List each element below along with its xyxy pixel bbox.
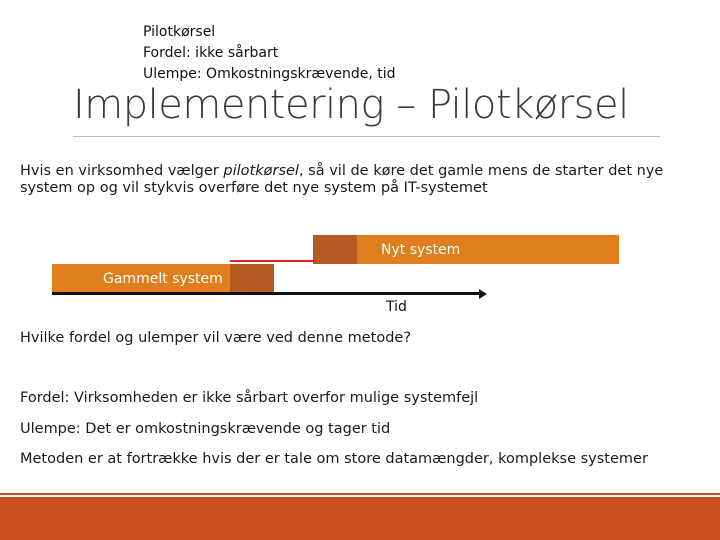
footer-band	[0, 497, 720, 540]
note-line-2: Fordel: ikke sårbart	[143, 45, 279, 61]
time-label: Tid	[386, 299, 407, 315]
new-system-label: Nyt system	[381, 242, 461, 258]
footer-rule	[0, 493, 720, 495]
intro-emphasis: pilotkørsel	[223, 163, 299, 179]
intro-text	[20, 163, 700, 197]
disadvantage-label: Ulempe:	[20, 421, 81, 437]
advantage-label: Fordel:	[20, 390, 70, 406]
disadvantage-text	[20, 421, 390, 437]
intro-after: , så vil de køre det gamle mens de starter det nye system op og vil stykvis overføre det nye system på IT-systemet	[20, 163, 664, 196]
new-system-overlap-block	[313, 235, 357, 264]
method-text: Metoden er at fortrække hvis der er tale om store datamængder, komplekse systemer	[20, 451, 648, 467]
note-line-1: Pilotkørsel	[143, 24, 216, 40]
advantage-body: Virksomheden er ikke sårbart overfor mulige systemfejl	[69, 390, 479, 406]
old-system-label: Gammelt system	[103, 271, 223, 287]
title-divider	[73, 136, 660, 137]
old-system-overlap-block	[230, 264, 274, 293]
slide-title: Implementering – Pilotkørsel	[73, 82, 629, 128]
question-text: Hvilke fordel og ulemper vil være ved denne metode?	[20, 330, 412, 346]
time-axis	[52, 292, 484, 295]
disadvantage-body: Det er omkostningskrævende og tager tid	[80, 421, 391, 437]
advantage-text	[20, 390, 478, 406]
transition-connector	[230, 260, 316, 262]
time-arrow-icon	[479, 289, 487, 299]
slide-note	[143, 22, 396, 85]
note-line-3: Ulempe: Omkostningskrævende, tid	[143, 66, 396, 82]
intro-before: Hvis en virksomhed vælger	[20, 163, 224, 179]
